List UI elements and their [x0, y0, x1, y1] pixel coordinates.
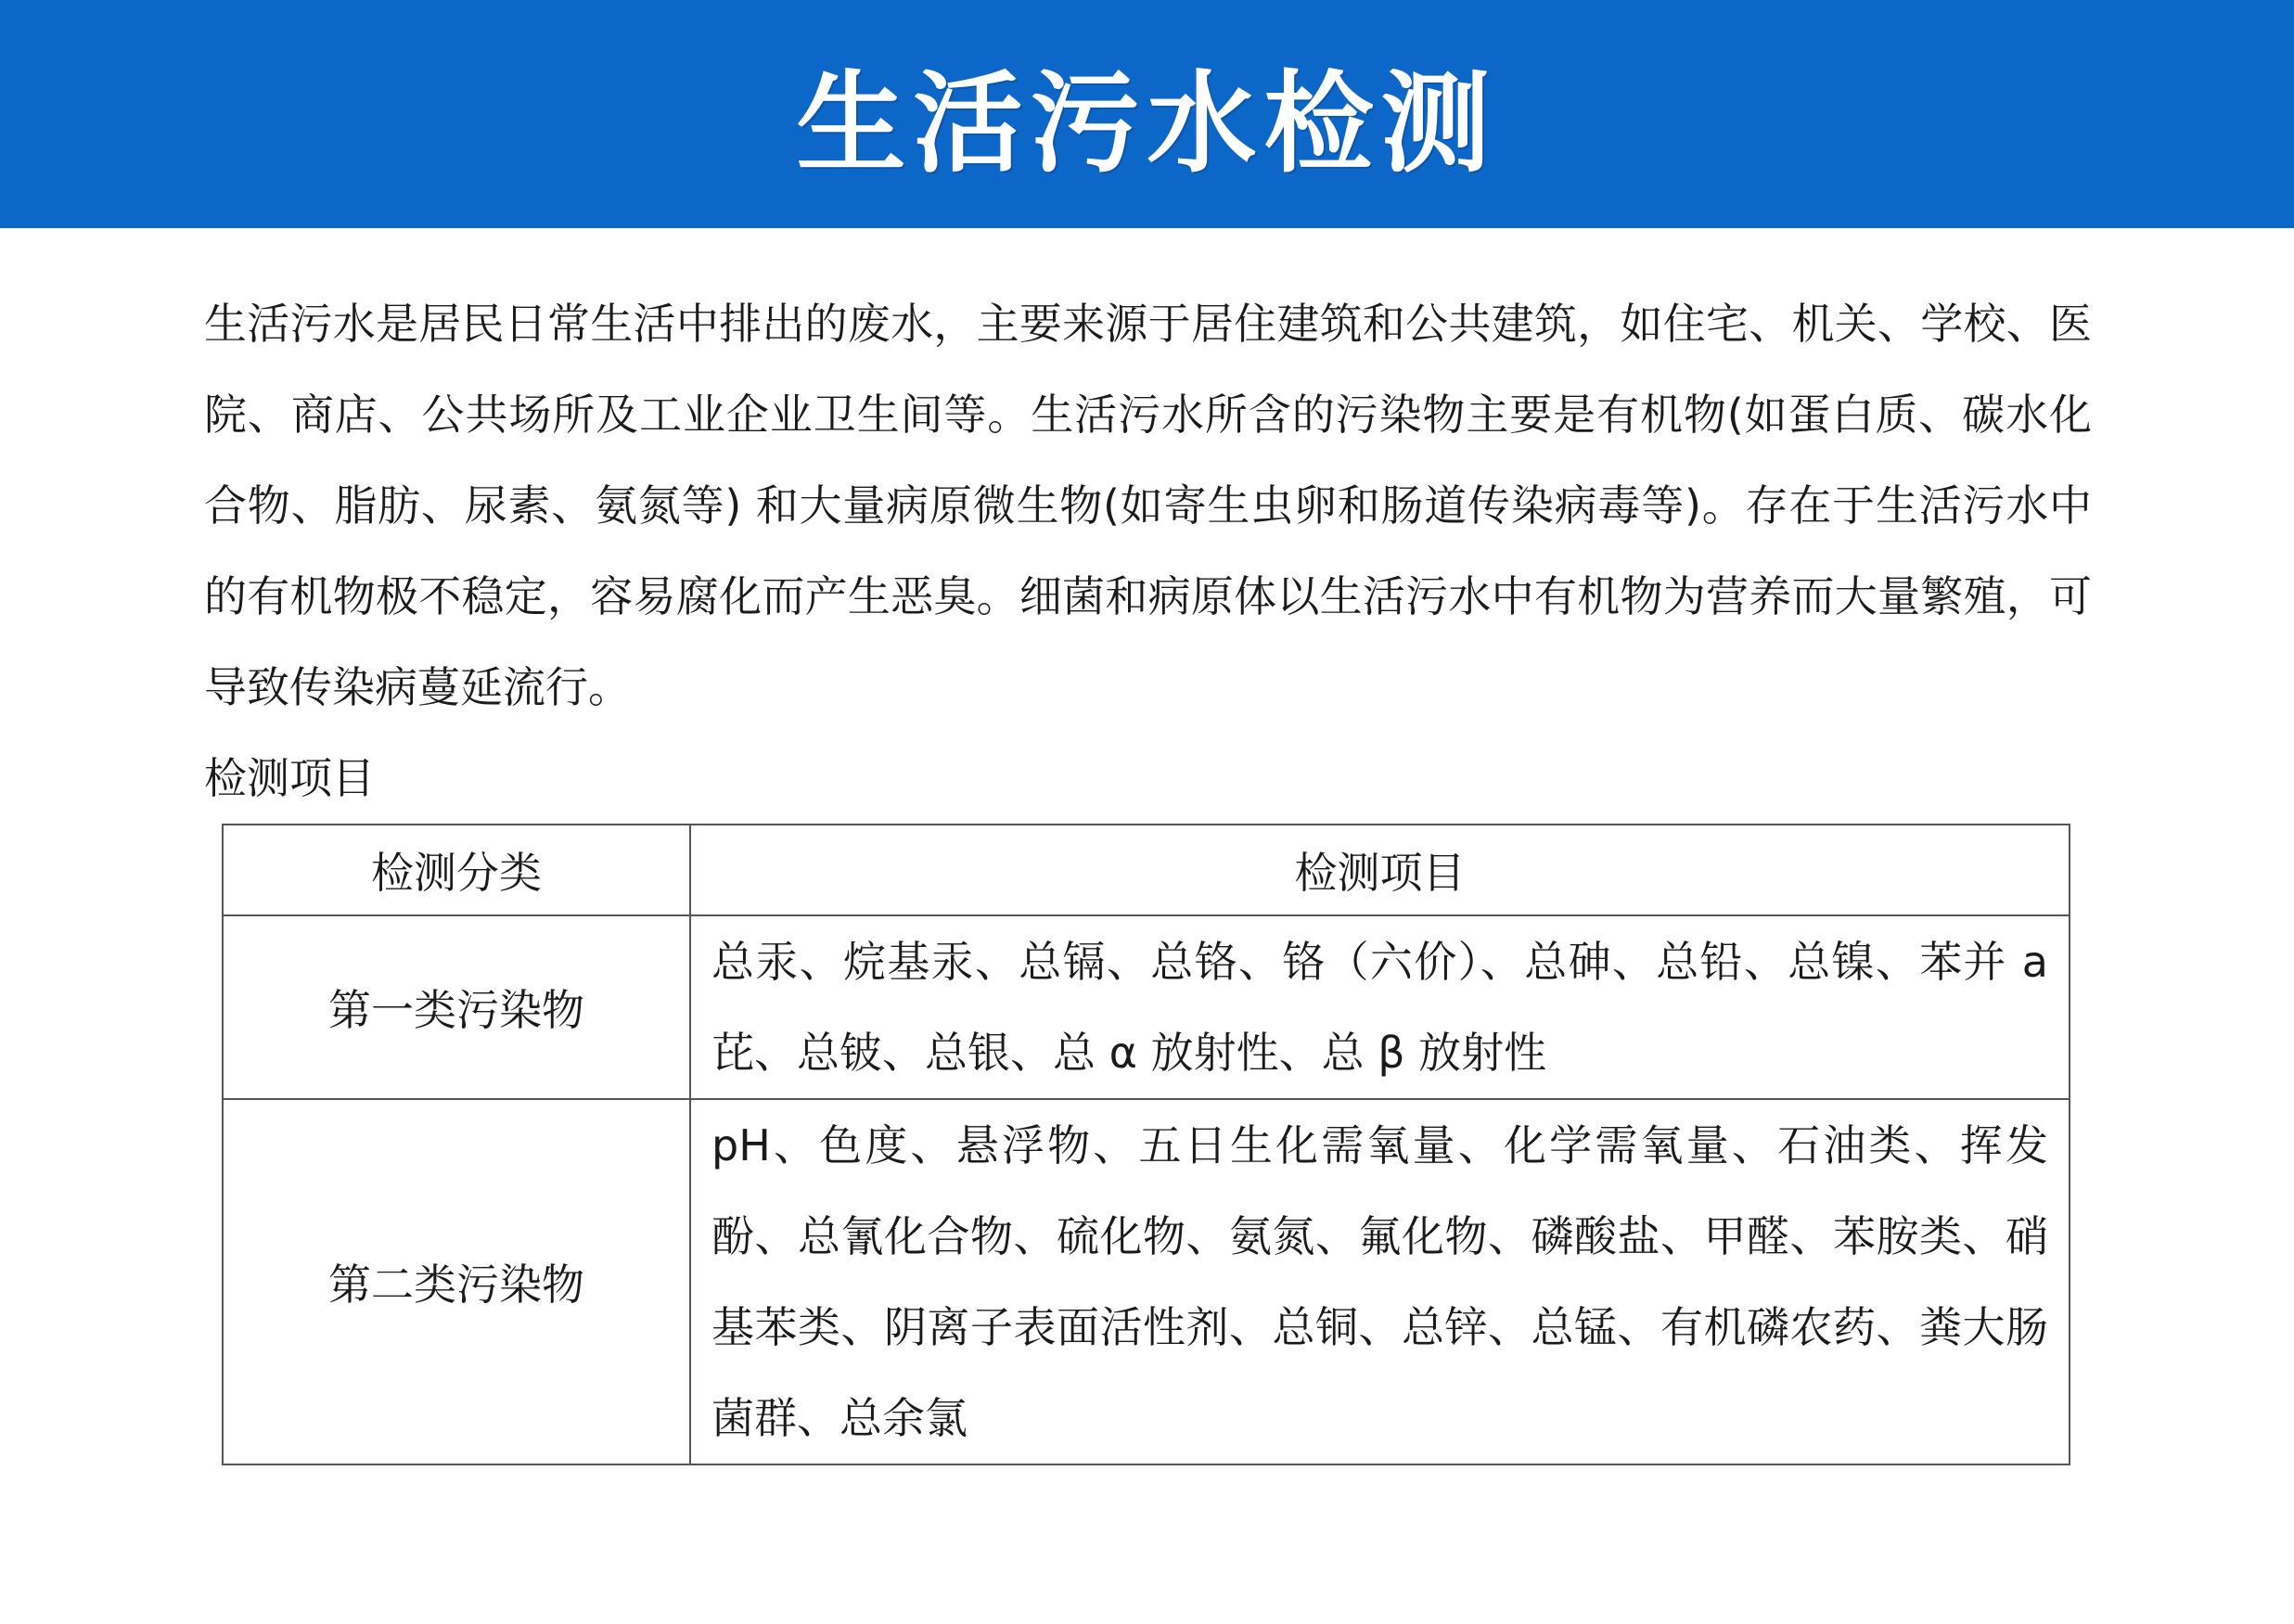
- intro-paragraph: 生活污水是居民日常生活中排出的废水，主要来源于居住建筑和公共建筑，如住宅、机关、学校、医院、商店、公共场所及工业企业卫生间等。生活污水所含的污染物主要是有机物(如蛋白质、碳水化合物、脂肪、尿素、氨氮等) 和大量病原微生物(如寄生虫卵和肠道传染病毒等)。存在于生活污水中的有机物极不稳定，容易腐化而产生恶臭。细菌和病原体以生活污水中有机物为营养而大量繁殖，可导致传染病蔓延流行。: [204, 299, 2092, 712]
- table-row: [223, 915, 2070, 1099]
- category-cell: 第一类污染物: [223, 915, 690, 1099]
- header-banner: [0, 0, 2294, 228]
- category-cell: 第二类污染物: [223, 1099, 690, 1464]
- detection-table: [222, 824, 2070, 1465]
- header-category: 检测分类: [223, 825, 690, 915]
- table-row: [223, 1099, 2070, 1464]
- main-content: [204, 278, 2092, 824]
- table-header-row: [223, 825, 2070, 915]
- items-cell: 总汞、烷基汞、总镉、总铬、铬（六价）、总砷、总铅、总镍、苯并 a 芘、总铍、总银、总 α 放射性、总 β 放射性: [690, 915, 2070, 1099]
- page-title: 生活污水检测: [796, 59, 1498, 187]
- header-items: 检测项目: [690, 825, 2070, 915]
- section-label: 检测项目: [204, 753, 375, 803]
- items-cell: pH、色度、悬浮物、五日生化需氧量、化学需氧量、石油类、挥发酚、总氰化合物、硫化物、氨氮、氟化物、磷酸盐、甲醛、苯胺类、硝基苯类、阴离子表面活性剂、总铜、总锌、总锰、有机磷农药、粪大肠菌群、总余氯: [690, 1099, 2070, 1464]
